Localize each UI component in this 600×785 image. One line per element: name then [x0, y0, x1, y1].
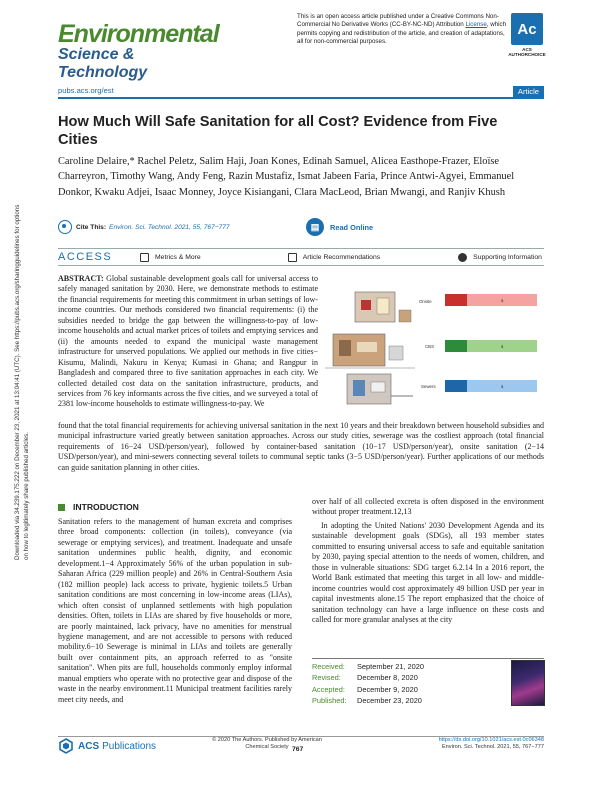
journal-name-line2: Science & Technology — [58, 46, 148, 81]
house-illustration-top — [355, 292, 411, 322]
document-icon — [288, 253, 297, 262]
toc-label-onsite: Onsite — [419, 299, 432, 304]
cite-icon[interactable] — [58, 220, 72, 234]
metrics-link[interactable] — [140, 253, 201, 262]
journal-logo — [58, 22, 228, 82]
acs-logo-text: Publications — [102, 740, 157, 752]
recommendations-link[interactable] — [288, 253, 380, 262]
date-value: December 9, 2020 — [357, 684, 418, 694]
oa-notice-pre: This is an open access article published under a Creative Commons Non-Commercial No Derivative Works (CC-BY-NC-ND) Attribution — [297, 13, 499, 29]
house-illustration-bottom — [347, 374, 413, 404]
article-title: How Much Will Safe Sanitation for all Cost? Evidence from Five Cities — [58, 114, 498, 148]
abstract-paragraph-2: found that the total financial requirements for achieving universal sanitation in the next 10 years and their breakdown between household subsidies and municipal infrastructure varied greatly between sanitation approaches. Across our study cities, sewerage was the costliest approach (total financial requirements of 16−24 USD/person/year), followed by container-based sanitation (10−17 USD/person/year), onsite sanitation (2−14 USD/person/year), and mini-sewers connecting several toilets to communal septic tanks (3−5 USD/person/year). Further applications of our methods can guide sanitation planning in other cities. — [58, 421, 544, 472]
date-row-revised — [312, 672, 544, 683]
date-row-published — [312, 695, 544, 706]
date-value: December 8, 2020 — [357, 673, 418, 683]
acs-publications-logo[interactable] — [58, 738, 156, 754]
page-number: 767 — [292, 746, 304, 753]
download-side-note: Downloaded via 34.239.175.222 on December 23, 2021 at 13:04:41 (UTC). See https://pubs.acs.org/sharingguidelines for options on how to legitimately share published articles. — [14, 204, 30, 560]
date-row-accepted — [312, 684, 544, 695]
doi-link[interactable]: https://dx.doi.org/10.1021/acs.est.0c06348 — [438, 737, 544, 743]
date-value: September 21, 2020 — [357, 662, 424, 671]
recommendations-label: Article Recommendations — [302, 253, 381, 261]
toc-label-cbs: CBS — [425, 344, 435, 349]
introduction-heading — [58, 502, 139, 512]
date-label: Received: — [312, 662, 345, 671]
cite-this-bar — [58, 220, 230, 234]
open-access-notice — [297, 13, 507, 47]
metrics-label: Metrics & More — [155, 253, 201, 261]
date-label: Published: — [312, 696, 347, 706]
info-circle-icon — [458, 253, 467, 262]
author-list: Caroline Delaire,* Rachel Peletz, Salim Haji, Joan Kones, Edinah Samuel, Alicea Easthope-Frazer, Eloïse Charreyron, Timothy Wang, Andy Feng, Razin Mustafiz, Ismat Jabeen Faria, Prince Antwi-Agyei, Emmanuel Donkor, Kwaku Adjei, Isaac Monney, Joyce Kisiangani, Clara MacLeod, Brian Mwangi, and Ranjiv Khush — [58, 156, 515, 198]
date-row-received — [312, 661, 544, 672]
site-url-link[interactable]: pubs.acs.org/est — [58, 86, 114, 95]
access-label: ACCESS — [58, 251, 113, 263]
date-value: December 23, 2020 — [357, 696, 422, 706]
footer-doi-block — [430, 737, 544, 751]
read-online-icon: ▤ — [306, 218, 324, 236]
authorchoice-badge-icon: Ac — [511, 13, 543, 45]
license-link[interactable]: License — [465, 21, 487, 29]
read-online-label: Read Online — [330, 222, 374, 232]
copyright-notice: © 2020 The Authors. Published by American Chemical Society — [212, 737, 322, 750]
house-illustration-middle — [325, 334, 415, 368]
read-online-button[interactable] — [306, 218, 373, 236]
abstract-label: ABSTRACT: — [58, 274, 104, 283]
svg-text:$: $ — [501, 344, 504, 349]
toc-graphic — [325, 282, 544, 414]
access-bar — [58, 248, 544, 266]
svg-text:$: $ — [501, 298, 504, 303]
acs-logo-bold: ACS — [78, 740, 100, 752]
abstract-text-part1: Global sustainable development goals call for universal access to safely managed sanitation by 2030. Here, we demonstrate methods to estimate the financial requirements for meeting this commitment in urban settings of low-income countries. Our methods considered two financial requirements: (i) the subsidies needed to bridge the gap between the willingness-to-pay of low-income households and actual market prices of toilets and emptying services and (ii) the amounts needed to expand the municipal waste management infrastructure for unserved populations. We applied our methods in five cities− Kisumu, Malindi, Nakuru in Kenya; Kumasi in Ghana; and Rangpur in Bangladesh and compared three to five sanitation approaches in each city. We collected detailed cost data on the sanitation infrastructure, products, and services from 76 key informants across the five cities, and we surveyed a total of 2381 low-income households to estimate willingness-to-pay. We — [58, 274, 318, 409]
date-label: Revised: — [312, 673, 341, 683]
supporting-info-link[interactable] — [458, 253, 542, 262]
cite-label: Cite This: — [76, 223, 107, 231]
authorchoice-label: ACS AUTHORCHOICE — [508, 47, 546, 57]
footer-citation: Environ. Sci. Technol. 2021, 55, 767−777 — [441, 744, 544, 750]
acs-hexagon-icon — [58, 738, 74, 754]
header-divider — [58, 97, 544, 99]
introduction-right-column-para: In adopting the United Nations' 2030 Development Agenda and its sustainable development goals (SDGs), all 193 member states committed to ensuring universal access to safe and equitable sanitation by 2030, paying special attention to the needs of women, children, and those in vulnerable situations: SDG target 6.2.14 In a 2016 report, the World Bank estimated that meeting this target in all low- and middle-income countries would cost approximately 49 billion USD per year in capital investments alone.15 The report emphasized that the choice of sanitation technology can have a large influence on these costs and called for more granular analyses at the city — [312, 521, 544, 625]
section-square-icon — [58, 504, 65, 511]
abstract-paragraph-1 — [58, 274, 318, 410]
article-dates — [312, 658, 544, 707]
article-type-tag: Article — [513, 86, 544, 97]
introduction-heading-text: INTRODUCTION — [73, 502, 139, 512]
svg-text:$: $ — [501, 384, 504, 389]
oa-notice-post: , which permits copying and redistribution of the article, and creation of adaptations, all for non-commercial purposes. — [297, 21, 507, 46]
journal-name-line1: Environmental — [58, 20, 219, 48]
supporting-info-label: Supporting Information — [473, 253, 542, 261]
bar-chart-icon — [140, 253, 149, 262]
cite-reference-link[interactable]: Environ. Sci. Technol. 2021, 55, 767−777 — [109, 223, 230, 231]
journal-cover-thumbnail[interactable] — [511, 660, 545, 706]
toc-label-sewers: Sewers — [421, 384, 436, 389]
toc-bar-cbs — [445, 340, 537, 352]
introduction-right-column-top: over half of all collected excreta is often disposed in the environment without proper treatment.12,13 — [312, 497, 544, 517]
toc-bar-onsite — [445, 294, 537, 306]
date-label: Accepted: — [312, 684, 345, 694]
introduction-left-column: Sanitation refers to the management of human excreta and comprises three broad components: collection (in toilets), conveyance (via sewerage or emptying services), and treatment. Inadequate and unsafe sanitation undermines public health, dignity, and economic development.1−4 Approximately 56% of the urban population in sub-Saharan Africa (229 million people) and 26% in Central-Southern Asia (182 million people) lack access to private, hygienic toilets.5 Urban sanitation conditions are most concerning in low-income areas (LIAs), which often consist of unplanned settlements with high population densities. Often, toilets in LIAs are shared by five households or more, are poorly maintained, lack privacy, have no amenities for menstrual hygiene management, and are not accessible to persons with reduced mobility.6−10 Sewerage is minimal in LIAs and toilets are generally built over containment pits, an approach referred to as "onsite sanitation". When pits are full, households commonly employ informal manual emptiers who operate with no protective gear and dispose of the waste in the nearby environment.11 Municipal treatment facilities rarely meet city needs, and — [58, 517, 292, 704]
toc-bar-sewers — [445, 380, 537, 392]
toc-graphic-illustration — [325, 282, 544, 414]
